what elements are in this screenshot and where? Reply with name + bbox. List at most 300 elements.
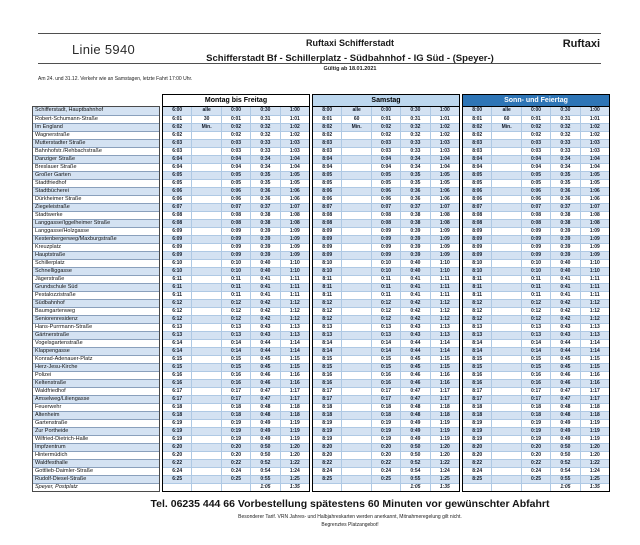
timetable-row	[163, 187, 309, 195]
time-cell: 0:41	[400, 276, 429, 283]
time-cell: 0:17	[521, 396, 550, 403]
frequency-cell	[191, 244, 220, 251]
stop-name: Mutterstadter Straße	[33, 139, 159, 147]
timetable-row	[163, 483, 309, 491]
time-cell: 0:34	[250, 164, 279, 171]
timetable-row	[463, 179, 609, 187]
frequency-cell	[341, 180, 370, 187]
time-cell: 1:11	[430, 276, 459, 283]
time-cell: 1:04	[430, 156, 459, 163]
time-cell: 0:03	[221, 148, 250, 155]
time-cell: 0:33	[400, 148, 429, 155]
time-cell: 1:17	[280, 388, 309, 395]
time-cell: 1:11	[580, 284, 609, 291]
time-cell: 8:05	[322, 180, 333, 186]
time-cell: 0:44	[250, 340, 279, 347]
time-cell: 1:04	[280, 156, 309, 163]
stop-name: Robert-Schumann-Straße	[33, 115, 159, 123]
time-cell: 1:19	[430, 428, 459, 435]
frequency-cell	[341, 484, 370, 491]
time-cell: 0:17	[221, 388, 250, 395]
time-cell: 0:09	[521, 244, 550, 251]
time-cell: 1:14	[430, 340, 459, 347]
time-cell: 1:19	[580, 428, 609, 435]
time-cell: 0:38	[550, 220, 579, 227]
time-cell: 0:48	[550, 404, 579, 411]
time-cell: 0:09	[221, 228, 250, 235]
time-cell: 1:06	[580, 196, 609, 203]
timetable-row	[163, 147, 309, 155]
time-cell: 0:37	[550, 204, 579, 211]
time-cell: 1:11	[580, 276, 609, 283]
timetable-row	[313, 115, 459, 123]
timetable-row	[313, 131, 459, 139]
timetable-row	[313, 275, 459, 283]
time-cell: 1:20	[430, 452, 459, 459]
frequency-cell	[491, 348, 520, 355]
time-cell: 0:18	[371, 412, 400, 419]
time-cell: 0:39	[550, 228, 579, 235]
frequency-cell	[341, 436, 370, 443]
time-cell: 0:05	[521, 180, 550, 187]
time-cell: 8:11	[322, 284, 333, 290]
time-cell: 6:01	[172, 116, 183, 122]
timetable-row	[163, 475, 309, 483]
time-cell: 8:03	[322, 148, 333, 154]
time-cell: 6:17	[172, 388, 183, 394]
time-cell: 0:49	[250, 428, 279, 435]
frequency-cell	[191, 140, 220, 147]
time-cell: 1:00	[280, 107, 309, 115]
time-cell: 0:19	[371, 436, 400, 443]
stop-name: Großer Garten	[33, 171, 159, 179]
time-cell: 0:35	[400, 172, 429, 179]
time-cell: 0:10	[371, 260, 400, 267]
time-cell: 8:12	[472, 308, 483, 314]
tariff-notice: Besonderer Tarif. VRN Jahres- und Halbjahreskarten werden anerkannt, Mitnahmeregelung gilt nicht.	[238, 514, 462, 520]
time-cell: 1:15	[280, 364, 309, 371]
time-cell: 0:41	[550, 292, 579, 299]
timetable-row	[463, 219, 609, 227]
timetable-row	[463, 379, 609, 387]
timetable-row	[313, 379, 459, 387]
timetable-row	[163, 195, 309, 203]
time-cell: 1:01	[430, 116, 459, 123]
time-cell: 0:06	[221, 196, 250, 203]
timetable-row	[463, 411, 609, 419]
time-cell: 0:13	[521, 332, 550, 339]
timetable-row	[463, 323, 609, 331]
timetable-row	[163, 283, 309, 291]
time-cell: 1:04	[280, 164, 309, 171]
timetable-row	[163, 363, 309, 371]
timetable-row	[163, 291, 309, 299]
time-cell: 0:12	[221, 308, 250, 315]
stop-name: Grundschule Süd	[33, 283, 159, 291]
time-cell: 0:46	[250, 372, 279, 379]
time-cell: 0:10	[221, 260, 250, 267]
time-cell: 0:32	[250, 124, 279, 131]
stop-name: Gärtnerstraße	[33, 331, 159, 339]
time-cell: 0:11	[371, 292, 400, 299]
time-cell: 8:16	[472, 372, 483, 378]
time-cell: 0:19	[521, 428, 550, 435]
time-cell: 0:49	[250, 436, 279, 443]
time-cell: 0:36	[550, 188, 579, 195]
timetable-row	[163, 371, 309, 379]
timetable-row	[163, 419, 309, 427]
timetable-row	[463, 203, 609, 211]
time-cell: 8:04	[322, 164, 333, 170]
time-cell: 0:41	[250, 284, 279, 291]
time-cell: 6:09	[172, 236, 183, 242]
time-cell: 8:09	[472, 252, 483, 258]
time-cell: 1:04	[580, 156, 609, 163]
frequency-cell	[491, 468, 520, 475]
time-cell: 0:30	[550, 107, 579, 115]
time-cell: 1:05	[280, 172, 309, 179]
time-cell: 0:50	[550, 444, 579, 451]
time-cell: 0:19	[371, 420, 400, 427]
time-cell: 6:00	[172, 107, 183, 113]
timetable-row	[163, 251, 309, 259]
time-cell: 0:49	[250, 420, 279, 427]
timetable-row	[313, 339, 459, 347]
time-cell: 0:24	[221, 468, 250, 475]
frequency-cell	[191, 308, 220, 315]
time-cell: 8:17	[472, 388, 483, 394]
timetable-row	[163, 355, 309, 363]
frequency-cell	[341, 412, 370, 419]
timetable-row	[313, 475, 459, 483]
brand-label: Ruftaxi	[562, 38, 600, 50]
time-cell: 1:25	[280, 476, 309, 483]
stop-name: Kestenbergerweg/Maxburgstraße	[33, 235, 159, 243]
time-cell: 0:33	[250, 140, 279, 147]
time-cell: 0:31	[400, 116, 429, 123]
time-cell: 0:08	[371, 212, 400, 219]
time-cell: 1:20	[580, 452, 609, 459]
time-cell: 0:07	[221, 204, 250, 211]
time-cell: 1:13	[430, 332, 459, 339]
frequency-cell	[191, 364, 220, 371]
time-cell: 0:20	[521, 452, 550, 459]
timetable-row	[163, 347, 309, 355]
time-cell: 0:15	[221, 364, 250, 371]
frequency-cell	[191, 380, 220, 387]
time-cell: 0:05	[221, 172, 250, 179]
time-cell: 1:25	[430, 476, 459, 483]
time-cell: 0:39	[400, 236, 429, 243]
time-cell: 0:00	[371, 107, 400, 115]
frequency-cell: alle	[341, 107, 370, 115]
time-cell: 0:39	[250, 244, 279, 251]
time-cell: 8:12	[322, 300, 333, 306]
frequency-cell	[491, 260, 520, 267]
timetable-row	[463, 115, 609, 123]
frequency-cell	[341, 332, 370, 339]
time-cell: 0:02	[371, 124, 400, 131]
timetable-row	[313, 155, 459, 163]
frequency-cell	[341, 364, 370, 371]
time-cell: 8:12	[322, 308, 333, 314]
time-cell: 0:11	[371, 284, 400, 291]
time-cell: 0:40	[250, 268, 279, 275]
time-cell: 8:02	[322, 124, 333, 130]
time-cell: 8:04	[472, 156, 483, 162]
timetable-row	[463, 459, 609, 467]
time-cell: 1:35	[580, 484, 609, 491]
time-cell: 0:38	[250, 212, 279, 219]
timetable-row	[163, 235, 309, 243]
capacity-notice: Begrenztes Platzangebot!	[321, 522, 379, 528]
time-cell: 0:11	[521, 284, 550, 291]
frequency-cell	[191, 404, 220, 411]
timetable-row	[463, 299, 609, 307]
time-cell: 8:04	[322, 156, 333, 162]
time-cell: 0:50	[250, 444, 279, 451]
timetable-row	[313, 195, 459, 203]
frequency-cell	[341, 244, 370, 251]
time-cell: 0:52	[550, 460, 579, 467]
time-cell: 0:39	[550, 252, 579, 259]
time-cell: 8:08	[322, 220, 333, 226]
time-cell: 8:09	[472, 244, 483, 250]
frequency-cell	[341, 164, 370, 171]
time-cell: 8:05	[472, 172, 483, 178]
time-cell: 0:48	[400, 412, 429, 419]
time-cell: 1:35	[430, 484, 459, 491]
time-cell: 8:17	[472, 396, 483, 402]
time-cell: 0:52	[250, 460, 279, 467]
time-cell: 0:44	[550, 348, 579, 355]
time-cell: 0:05	[521, 172, 550, 179]
frequency-cell	[341, 420, 370, 427]
section-montag-bis-freitag	[162, 94, 310, 492]
timetable-row	[313, 427, 459, 435]
frequency-cell	[191, 292, 220, 299]
time-cell: 6:11	[172, 292, 183, 298]
time-cell: 0:16	[221, 372, 250, 379]
timetable-row	[463, 291, 609, 299]
timetable-row	[463, 243, 609, 251]
timetable-row	[463, 451, 609, 459]
timetable-row	[313, 483, 459, 491]
time-cell: 6:15	[172, 364, 183, 370]
service-note: Am 24. und 31.12. Verkehr wie an Samstagen, letzte Fahrt 17:00 Uhr.	[38, 76, 193, 82]
time-cell: 6:14	[172, 348, 183, 354]
timetable-row	[313, 419, 459, 427]
time-cell: 8:06	[472, 196, 483, 202]
frequency-cell	[341, 460, 370, 467]
timetable-row	[463, 347, 609, 355]
time-cell: 8:18	[322, 412, 333, 418]
frequency-cell	[491, 156, 520, 163]
time-cell: 1:09	[430, 244, 459, 251]
time-cell: 0:34	[400, 164, 429, 171]
time-cell: 1:08	[430, 212, 459, 219]
frequency-cell	[191, 228, 220, 235]
frequency-cell	[341, 172, 370, 179]
timetable-row	[463, 187, 609, 195]
time-cell: 0:02	[221, 124, 250, 131]
time-cell: 8:09	[322, 244, 333, 250]
time-cell: 1:12	[430, 308, 459, 315]
time-cell: 6:02	[172, 132, 183, 138]
stop-name: Kreuzplatz	[33, 243, 159, 251]
time-cell: 0:04	[221, 164, 250, 171]
frequency-cell	[191, 300, 220, 307]
time-cell: 0:19	[371, 428, 400, 435]
time-cell: 1:35	[280, 484, 309, 491]
time-cell: 1:20	[280, 452, 309, 459]
time-cell: 8:15	[322, 356, 333, 362]
time-cell: 0:15	[521, 364, 550, 371]
time-cell: 1:09	[580, 244, 609, 251]
time-cell: 0:15	[521, 356, 550, 363]
time-cell: 8:14	[322, 340, 333, 346]
frequency-cell	[491, 204, 520, 211]
time-cell: 0:14	[221, 348, 250, 355]
time-cell: 0:04	[521, 156, 550, 163]
frequency-cell	[191, 148, 220, 155]
timetable-row	[313, 459, 459, 467]
time-cell: 0:16	[521, 380, 550, 387]
time-cell: 8:22	[322, 460, 333, 466]
time-cell: 1:06	[580, 188, 609, 195]
time-cell: 8:07	[322, 204, 333, 210]
stop-name: Hauptstraße	[33, 251, 159, 259]
timetable-row	[163, 123, 309, 131]
frequency-cell	[191, 412, 220, 419]
stop-name: Waldfesthalle	[33, 459, 159, 467]
time-cell: 0:02	[221, 132, 250, 139]
time-cell: 8:17	[322, 388, 333, 394]
time-cell: 0:18	[371, 404, 400, 411]
time-cell: 0:52	[400, 460, 429, 467]
frequency-cell	[341, 140, 370, 147]
header-center	[100, 38, 600, 64]
time-cell: 0:48	[550, 412, 579, 419]
time-cell: 1:14	[580, 340, 609, 347]
time-cell: 0:48	[250, 404, 279, 411]
time-cell: 0:54	[250, 468, 279, 475]
time-cell: 1:01	[280, 116, 309, 123]
time-cell: 0:33	[550, 148, 579, 155]
time-cell: 0:42	[550, 300, 579, 307]
time-cell: 1:08	[580, 212, 609, 219]
time-cell: 1:09	[280, 228, 309, 235]
frequency-cell	[341, 380, 370, 387]
time-cell: 1:03	[580, 148, 609, 155]
frequency-cell	[491, 292, 520, 299]
time-cell: 0:36	[550, 196, 579, 203]
time-cell: 0:40	[250, 260, 279, 267]
frequency-cell: 30	[191, 116, 220, 123]
time-cell: 8:10	[472, 268, 483, 274]
stop-name: Feuerwehr	[33, 403, 159, 411]
time-cell: 8:09	[472, 228, 483, 234]
time-cell: 0:04	[371, 156, 400, 163]
time-cell: 0:13	[371, 332, 400, 339]
time-cell: 1:09	[580, 236, 609, 243]
time-cell: 0:49	[400, 420, 429, 427]
timetable-row	[313, 435, 459, 443]
timetable-row	[313, 107, 459, 115]
time-cell: 1:16	[280, 372, 309, 379]
time-cell: 0:43	[400, 324, 429, 331]
time-cell: 8:03	[472, 148, 483, 154]
time-cell: 8:19	[322, 420, 333, 426]
time-cell: 0:15	[371, 356, 400, 363]
timetable-row	[163, 243, 309, 251]
time-cell: 8:05	[472, 180, 483, 186]
time-cell: 8:19	[322, 436, 333, 442]
time-cell: 6:09	[172, 228, 183, 234]
time-cell: 1:10	[580, 260, 609, 267]
frequency-cell	[191, 356, 220, 363]
timetable-row	[463, 227, 609, 235]
time-cell: 1:10	[430, 260, 459, 267]
time-cell: 1:22	[580, 460, 609, 467]
time-cell: 1:08	[280, 220, 309, 227]
frequency-cell: 60	[341, 116, 370, 123]
time-cell: 0:24	[371, 468, 400, 475]
time-cell: 1:01	[580, 116, 609, 123]
time-cell: 8:06	[472, 188, 483, 194]
frequency-cell	[491, 332, 520, 339]
time-cell: 8:19	[472, 428, 483, 434]
timetable-row	[463, 395, 609, 403]
time-cell: 0:01	[371, 116, 400, 123]
time-cell: 8:16	[472, 380, 483, 386]
time-cell: 1:11	[280, 276, 309, 283]
time-cell: 8:25	[472, 476, 483, 482]
timetable-row	[463, 427, 609, 435]
timetable-row	[163, 275, 309, 283]
time-cell: 0:45	[250, 364, 279, 371]
time-cell: 8:20	[472, 452, 483, 458]
time-cell: 6:03	[172, 140, 183, 146]
time-cell: 0:38	[250, 220, 279, 227]
time-cell: 8:09	[472, 236, 483, 242]
frequency-cell	[341, 428, 370, 435]
stop-name: Klappengasse	[33, 347, 159, 355]
time-cell: 0:55	[400, 476, 429, 483]
timetable-row	[313, 307, 459, 315]
timetable-row	[313, 363, 459, 371]
frequency-cell	[341, 452, 370, 459]
valid-from-date: Gültig ab 18.01.2021	[323, 66, 377, 72]
frequency-cell	[491, 132, 520, 139]
frequency-cell	[191, 164, 220, 171]
time-cell: 0:36	[250, 196, 279, 203]
time-cell: 0:16	[371, 380, 400, 387]
time-cell: 8:02	[322, 132, 333, 138]
time-cell: 0:50	[550, 452, 579, 459]
time-cell: 0:06	[371, 196, 400, 203]
time-cell: 8:08	[472, 212, 483, 218]
timetable-row	[313, 451, 459, 459]
frequency-cell	[491, 308, 520, 315]
timetable-row	[463, 123, 609, 131]
time-cell: 8:16	[322, 380, 333, 386]
timetable-row	[163, 155, 309, 163]
time-cell: 1:11	[430, 284, 459, 291]
header-top-rule	[38, 33, 601, 34]
time-cell: 0:15	[371, 364, 400, 371]
time-cell: 0:48	[250, 412, 279, 419]
